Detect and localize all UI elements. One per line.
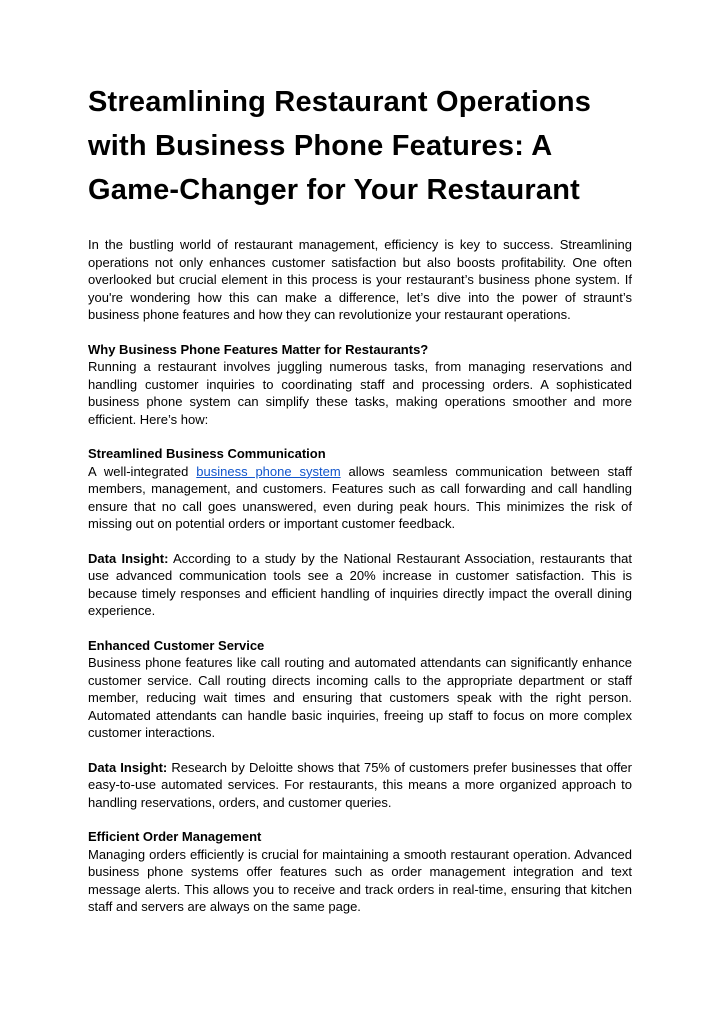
- section-body-communication: [88, 463, 632, 533]
- section-body-why: Running a restaurant involves juggling numerous tasks, from managing reservations and handling customer inquiries to coordinating staff and processing orders. A sophisticated business phone system can simplify these tasks, making operations smoother and more efficient. Here’s how:: [88, 359, 632, 427]
- data-insight-text: According to a study by the National Restaurant Association, restaurants that use advanced communication tools see a 20% increase in customer satisfaction. This is because timely responses and efficient handling of inquiries directly impact the overall dining experience.: [88, 550, 632, 618]
- page-title: Streamlining Restaurant Operations with Business Phone Features: A Game-Changer for Your Restaurant: [88, 86, 592, 206]
- data-insight-text: Research by Deloitte shows that 75% of customers prefer businesses that offer easy-to-use automated services. For restaurants, this means a more organized approach to handling reservations, orders, and customer queries.: [88, 759, 632, 810]
- section-body-service: Business phone features like call routing and automated attendants can significantly enhance customer service. Call routing directs incoming calls to the appropriate department or staff member, reducing wait times and ensuring that customers speak with the right person. Automated attendants can handle basic inquiries, freeing up staff to focus on more complex customer interactions.: [88, 655, 632, 740]
- business-phone-system-link[interactable]: business phone system: [196, 463, 341, 479]
- section-heading-service: Enhanced Customer Service: [88, 637, 265, 653]
- intro-paragraph: In the bustling world of restaurant management, efficiency is key to success. Streamlining operations not only enhances customer satisfaction but also boosts profitability. One often overlooked but crucial element in this process is your restaurant’s business phone system. If you're wondering how this can make a difference, let’s dive into the power of straunt’s business phone features and how they can revolutionize your restaurant operations.: [88, 237, 632, 322]
- body-text: allows seamless communication between staff members, management, and customers. Features such as call forwarding and call handling ensure that no call goes unanswered, even during peak hours. This minimizes the risk of missing out on potential orders or important customer feedback.: [88, 463, 632, 531]
- spacer: [88, 428, 632, 445]
- section-heading-communication: Streamlined Business Communication: [88, 446, 326, 461]
- section-heading-orders: Efficient Order Management: [88, 829, 262, 844]
- data-insight-label: Data Insight:: [88, 759, 168, 775]
- spacer: [88, 811, 632, 828]
- spacer: [88, 324, 632, 341]
- data-insight-service: [88, 759, 632, 812]
- spacer: [88, 620, 632, 637]
- body-text: A well-integrated: [88, 463, 197, 479]
- section-heading-why: Why Business Phone Features Matter for Restaurants?: [88, 341, 429, 357]
- data-insight-label: Data Insight:: [88, 550, 169, 566]
- data-insight-communication: [88, 550, 632, 620]
- spacer: [88, 742, 632, 759]
- spacer: [88, 533, 632, 550]
- section-body-orders: Managing orders efficiently is crucial for maintaining a smooth restaurant operation. Advanced business phone systems offer features such as order management integration and text message alerts. This allows you to receive and track orders in real-time, ensuring that kitchen staff and servers are always on the same page.: [88, 846, 632, 914]
